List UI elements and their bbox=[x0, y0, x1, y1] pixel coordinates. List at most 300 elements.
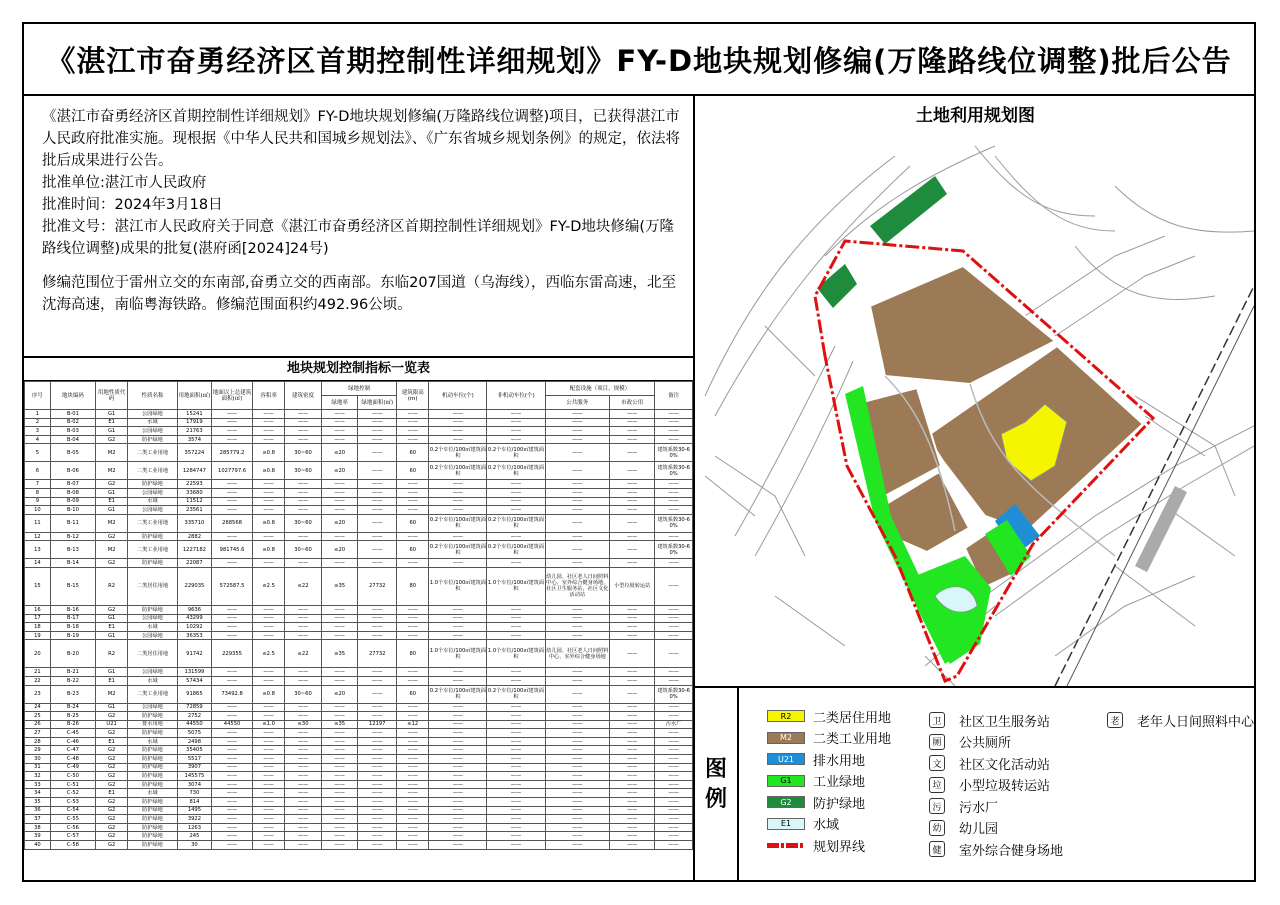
legend-landuse-name: 二类居住用地 bbox=[813, 710, 892, 726]
table-cell: —— bbox=[397, 435, 429, 444]
table-cell: 9 bbox=[25, 497, 51, 506]
table-cell: —— bbox=[252, 497, 284, 506]
table-cell: —— bbox=[397, 746, 429, 755]
table-cell: —— bbox=[285, 729, 322, 738]
table-cell: ≤20 bbox=[321, 685, 358, 703]
table-cell: —— bbox=[321, 435, 358, 444]
table-cell: G2 bbox=[95, 605, 127, 614]
table-cell: 防护绿地 bbox=[128, 832, 177, 841]
table-cell: —— bbox=[655, 410, 693, 419]
table-cell: —— bbox=[397, 676, 429, 685]
table-cell: —— bbox=[397, 559, 429, 568]
table-cell: —— bbox=[252, 676, 284, 685]
table-cell: 57434 bbox=[177, 676, 211, 685]
table-cell: —— bbox=[610, 685, 655, 703]
table-cell: —— bbox=[487, 497, 545, 506]
table-cell: 30 bbox=[177, 841, 211, 850]
table-cell: ≤20 bbox=[321, 462, 358, 480]
table-cell: 131599 bbox=[177, 668, 211, 677]
table-cell: —— bbox=[212, 488, 253, 497]
table-cell: ≤20 bbox=[321, 541, 358, 559]
table-cell: C-48 bbox=[50, 755, 95, 764]
land-use-map bbox=[695, 136, 1256, 688]
table-cell: —— bbox=[212, 703, 253, 712]
table-cell: —— bbox=[487, 676, 545, 685]
table-cell: —— bbox=[212, 729, 253, 738]
table-cell: —— bbox=[285, 755, 322, 764]
table-cell: G2 bbox=[95, 823, 127, 832]
table-cell: —— bbox=[655, 798, 693, 807]
table-cell: —— bbox=[397, 631, 429, 640]
table-cell: —— bbox=[397, 772, 429, 781]
table-cell: ≥0.8 bbox=[252, 462, 284, 480]
table-cell: 35405 bbox=[177, 746, 211, 755]
facility-icon: 卫 bbox=[929, 712, 945, 728]
table-cell: —— bbox=[212, 780, 253, 789]
table-cell: —— bbox=[487, 737, 545, 746]
table-cell: —— bbox=[321, 712, 358, 721]
table-cell: —— bbox=[429, 418, 487, 427]
table-cell: —— bbox=[545, 514, 610, 532]
table-cell: —— bbox=[321, 497, 358, 506]
table-cell: C-50 bbox=[50, 772, 95, 781]
table-cell: —— bbox=[321, 703, 358, 712]
table-cell: 公园绿地 bbox=[128, 427, 177, 436]
table-row bbox=[25, 755, 693, 764]
table-row bbox=[25, 676, 693, 685]
table-cell: G1 bbox=[95, 614, 127, 623]
table-cell: —— bbox=[358, 668, 397, 677]
table-row bbox=[25, 823, 693, 832]
table-cell: 12 bbox=[25, 532, 51, 541]
table-cell: 34 bbox=[25, 789, 51, 798]
table-cell: —— bbox=[397, 815, 429, 824]
table-cell: —— bbox=[429, 789, 487, 798]
table-cell: —— bbox=[397, 506, 429, 515]
table-cell: —— bbox=[545, 720, 610, 729]
table-cell: —— bbox=[487, 480, 545, 489]
table-cell: —— bbox=[487, 841, 545, 850]
table-cell: —— bbox=[397, 668, 429, 677]
table-cell: —— bbox=[429, 720, 487, 729]
table-cell: —— bbox=[610, 746, 655, 755]
legend-landuse-item bbox=[767, 728, 891, 748]
table-cell: 幼儿园、社区老人日间照料中心、室外综合健身场地 bbox=[545, 640, 610, 668]
table-cell: 污水厂 bbox=[655, 720, 693, 729]
table-cell: 80 bbox=[397, 640, 429, 668]
table-cell: —— bbox=[429, 712, 487, 721]
table-cell: 229035 bbox=[177, 567, 211, 605]
legend-swatch: E1 bbox=[767, 818, 805, 830]
table-cell: B-08 bbox=[50, 488, 95, 497]
table-cell: —— bbox=[545, 772, 610, 781]
legend-landuse-name: 水域 bbox=[813, 818, 840, 833]
table-cell: —— bbox=[429, 410, 487, 419]
table-cell: —— bbox=[397, 823, 429, 832]
table-cell: —— bbox=[610, 631, 655, 640]
legend-swatch: M2 bbox=[767, 732, 805, 744]
table-row bbox=[25, 444, 693, 462]
table-cell: —— bbox=[252, 623, 284, 632]
table-cell: —— bbox=[610, 780, 655, 789]
elderly-care-icon: 老 bbox=[1107, 712, 1123, 728]
table-cell: —— bbox=[321, 780, 358, 789]
table-cell: —— bbox=[397, 480, 429, 489]
table-cell: —— bbox=[397, 832, 429, 841]
table-cell: 防护绿地 bbox=[128, 823, 177, 832]
table-cell: 15241 bbox=[177, 410, 211, 419]
table-cell: —— bbox=[487, 559, 545, 568]
table-cell: —— bbox=[610, 506, 655, 515]
table-cell: B-20 bbox=[50, 640, 95, 668]
legend-landuse-item bbox=[767, 792, 865, 812]
table-cell: ≤1.0 bbox=[252, 720, 284, 729]
table-cell: —— bbox=[285, 703, 322, 712]
table-cell: —— bbox=[252, 772, 284, 781]
table-cell: —— bbox=[212, 410, 253, 419]
table-cell: —— bbox=[252, 532, 284, 541]
table-cell: 22087 bbox=[177, 559, 211, 568]
table-cell: 36 bbox=[25, 806, 51, 815]
table-cell: —— bbox=[610, 444, 655, 462]
table-cell: 22593 bbox=[177, 480, 211, 489]
table-cell: —— bbox=[358, 737, 397, 746]
th-area: 用地面积(㎡) bbox=[177, 382, 211, 410]
table-cell: —— bbox=[321, 737, 358, 746]
table-cell: —— bbox=[545, 506, 610, 515]
table-cell: —— bbox=[655, 703, 693, 712]
table-cell: —— bbox=[212, 841, 253, 850]
table-row bbox=[25, 605, 693, 614]
table-cell: G1 bbox=[95, 668, 127, 677]
table-cell: C-53 bbox=[50, 798, 95, 807]
table-cell: —— bbox=[358, 798, 397, 807]
table-cell: —— bbox=[429, 832, 487, 841]
table-cell: G1 bbox=[95, 506, 127, 515]
table-cell: —— bbox=[252, 815, 284, 824]
table-cell: —— bbox=[358, 462, 397, 480]
table-cell: 1.0个车位/100㎡建筑面积 bbox=[487, 640, 545, 668]
table-cell: 3074 bbox=[177, 780, 211, 789]
table-cell: 21763 bbox=[177, 427, 211, 436]
table-cell: ≥0.8 bbox=[252, 685, 284, 703]
legend-landuse-name: 防护绿地 bbox=[813, 796, 866, 812]
table-cell: —— bbox=[397, 605, 429, 614]
table-cell: ≤22 bbox=[285, 640, 322, 668]
table-cell: 水域 bbox=[128, 418, 177, 427]
table-cell: 二类工业用地 bbox=[128, 685, 177, 703]
table-cell: —— bbox=[358, 605, 397, 614]
table-cell: —— bbox=[397, 737, 429, 746]
table-cell: —— bbox=[610, 514, 655, 532]
table-cell: —— bbox=[252, 841, 284, 850]
table-cell: —— bbox=[212, 823, 253, 832]
table-cell: —— bbox=[252, 703, 284, 712]
table-cell: 防护绿地 bbox=[128, 841, 177, 850]
table-cell: —— bbox=[321, 506, 358, 515]
table-cell: —— bbox=[212, 763, 253, 772]
legend-label bbox=[695, 688, 739, 882]
table-cell: 73492.8 bbox=[212, 685, 253, 703]
table-cell: 6 bbox=[25, 462, 51, 480]
table-cell: —— bbox=[487, 623, 545, 632]
table-cell: —— bbox=[655, 763, 693, 772]
table-cell: —— bbox=[655, 497, 693, 506]
table-cell: B-07 bbox=[50, 480, 95, 489]
table-cell: 27 bbox=[25, 729, 51, 738]
table-cell: —— bbox=[545, 444, 610, 462]
table-cell: 防护绿地 bbox=[128, 755, 177, 764]
table-cell: ≤20 bbox=[321, 514, 358, 532]
table-cell: C-54 bbox=[50, 806, 95, 815]
table-cell: —— bbox=[252, 737, 284, 746]
table-cell: 30~60 bbox=[285, 541, 322, 559]
table-cell: —— bbox=[655, 532, 693, 541]
table-row bbox=[25, 623, 693, 632]
table-row bbox=[25, 806, 693, 815]
table-cell: —— bbox=[285, 798, 322, 807]
table-cell: —— bbox=[285, 480, 322, 489]
table-cell: B-15 bbox=[50, 567, 95, 605]
table-cell: —— bbox=[545, 435, 610, 444]
table-cell: —— bbox=[429, 737, 487, 746]
table-cell: —— bbox=[429, 488, 487, 497]
table-cell: —— bbox=[545, 605, 610, 614]
table-cell: B-24 bbox=[50, 703, 95, 712]
table-cell: —— bbox=[429, 427, 487, 436]
right-panel bbox=[695, 96, 1256, 882]
table-cell: 0.2个车位/100㎡建筑面积 bbox=[429, 541, 487, 559]
table-cell: B-03 bbox=[50, 427, 95, 436]
table-cell: —— bbox=[285, 832, 322, 841]
table-cell: —— bbox=[545, 410, 610, 419]
table-cell: —— bbox=[545, 841, 610, 850]
table-cell: —— bbox=[212, 755, 253, 764]
table-cell: 24 bbox=[25, 703, 51, 712]
table-cell: —— bbox=[545, 806, 610, 815]
table-cell: —— bbox=[487, 435, 545, 444]
table-cell: 357224 bbox=[177, 444, 211, 462]
table-cell: —— bbox=[321, 614, 358, 623]
table-cell: 防护绿地 bbox=[128, 480, 177, 489]
legend-facility-name: 社区卫生服务站 bbox=[959, 714, 1051, 730]
table-cell: —— bbox=[429, 763, 487, 772]
th-gfa: 地面以上总建筑面积(㎡) bbox=[212, 382, 253, 410]
table-cell: 30~60 bbox=[285, 685, 322, 703]
table-row bbox=[25, 832, 693, 841]
table-row bbox=[25, 815, 693, 824]
table-cell: 814 bbox=[177, 798, 211, 807]
table-cell: B-22 bbox=[50, 676, 95, 685]
table-cell: 33680 bbox=[177, 488, 211, 497]
table-cell: —— bbox=[321, 841, 358, 850]
table-cell: —— bbox=[610, 480, 655, 489]
table-cell: 防护绿地 bbox=[128, 798, 177, 807]
table-cell: —— bbox=[212, 815, 253, 824]
table-cell: —— bbox=[655, 559, 693, 568]
table-cell: —— bbox=[358, 444, 397, 462]
table-cell: —— bbox=[655, 772, 693, 781]
table-cell: —— bbox=[321, 427, 358, 436]
th-public: 公共服务 bbox=[545, 396, 610, 410]
table-cell: 水域 bbox=[128, 737, 177, 746]
table-cell: 4 bbox=[25, 435, 51, 444]
map-title: 土地利用规划图 bbox=[916, 106, 1035, 126]
table-cell: —— bbox=[429, 676, 487, 685]
table-cell: G2 bbox=[95, 832, 127, 841]
table-cell: —— bbox=[610, 676, 655, 685]
table-cell: —— bbox=[610, 427, 655, 436]
table-cell: —— bbox=[252, 806, 284, 815]
table-cell: —— bbox=[397, 789, 429, 798]
facility-icon: 污 bbox=[929, 798, 945, 814]
table-row bbox=[25, 488, 693, 497]
table-cell: —— bbox=[545, 497, 610, 506]
table-cell: 29 bbox=[25, 746, 51, 755]
indicator-table-section bbox=[24, 358, 693, 882]
table-cell: —— bbox=[655, 605, 693, 614]
facility-icon: 垃 bbox=[929, 777, 945, 793]
table-cell: M2 bbox=[95, 541, 127, 559]
approval-doc: 批准文号：湛江市人民政府关于同意《湛江市奋勇经济区首期控制性详细规划》FY-D地块修编(万隆路线位调整)成果的批复(湛府函[2024]24号) bbox=[42, 219, 675, 257]
table-cell: ≤2.5 bbox=[252, 640, 284, 668]
table-cell: —— bbox=[358, 497, 397, 506]
page-title: 《湛江市奋勇经济区首期控制性详细规划》FY-D地块规划修编(万隆路线位调整)批后公告 bbox=[24, 24, 1254, 96]
table-cell: 72859 bbox=[177, 703, 211, 712]
table-cell: —— bbox=[285, 789, 322, 798]
table-cell: —— bbox=[429, 798, 487, 807]
table-cell: 建筑系数30-60% bbox=[655, 444, 693, 462]
table-cell: —— bbox=[487, 614, 545, 623]
legend-facility-name: 室外综合健身场地 bbox=[959, 843, 1064, 859]
table-cell: —— bbox=[358, 427, 397, 436]
table-cell: —— bbox=[429, 480, 487, 489]
table-cell: —— bbox=[655, 418, 693, 427]
table-cell: —— bbox=[212, 798, 253, 807]
table-cell: —— bbox=[487, 532, 545, 541]
table-cell: 防护绿地 bbox=[128, 780, 177, 789]
table-cell: —— bbox=[487, 631, 545, 640]
table-cell: —— bbox=[358, 841, 397, 850]
table-cell: 32 bbox=[25, 772, 51, 781]
table-cell: 2882 bbox=[177, 532, 211, 541]
table-cell: 公园绿地 bbox=[128, 506, 177, 515]
table-cell: —— bbox=[397, 755, 429, 764]
table-cell: —— bbox=[429, 703, 487, 712]
th-facility-group: 配套设施（项目、规模） bbox=[545, 382, 655, 396]
table-cell: C-51 bbox=[50, 780, 95, 789]
table-cell: —— bbox=[429, 668, 487, 677]
table-cell: 19 bbox=[25, 631, 51, 640]
table-cell: 36353 bbox=[177, 631, 211, 640]
table-cell: —— bbox=[285, 806, 322, 815]
table-cell: G1 bbox=[95, 427, 127, 436]
table-cell: 水域 bbox=[128, 789, 177, 798]
table-row bbox=[25, 703, 693, 712]
table-cell: —— bbox=[212, 832, 253, 841]
table-cell: —— bbox=[429, 729, 487, 738]
table-cell: —— bbox=[397, 410, 429, 419]
table-cell: —— bbox=[321, 631, 358, 640]
table-cell: —— bbox=[212, 668, 253, 677]
table-cell: —— bbox=[487, 427, 545, 436]
table-cell: 23 bbox=[25, 685, 51, 703]
table-cell: B-05 bbox=[50, 444, 95, 462]
table-cell: —— bbox=[487, 712, 545, 721]
table-cell: —— bbox=[610, 559, 655, 568]
table-cell: —— bbox=[397, 763, 429, 772]
table-cell: —— bbox=[610, 462, 655, 480]
table-cell: —— bbox=[252, 668, 284, 677]
table-cell: 44550 bbox=[177, 720, 211, 729]
th-far: 容积率 bbox=[252, 382, 284, 410]
table-cell: B-09 bbox=[50, 497, 95, 506]
table-cell: 229355 bbox=[212, 640, 253, 668]
th-remark: 备注 bbox=[655, 382, 693, 410]
table-cell: —— bbox=[429, 614, 487, 623]
table-cell: 981745.6 bbox=[212, 541, 253, 559]
table-cell: —— bbox=[545, 780, 610, 789]
table-cell: 5 bbox=[25, 444, 51, 462]
legend-landuse-name: 二类工业用地 bbox=[813, 732, 892, 747]
table-cell: 公园绿地 bbox=[128, 410, 177, 419]
table-cell: —— bbox=[545, 746, 610, 755]
table-cell: B-19 bbox=[50, 631, 95, 640]
table-cell: G2 bbox=[95, 772, 127, 781]
table-cell: 27732 bbox=[358, 567, 397, 605]
table-cell: —— bbox=[252, 631, 284, 640]
legend-label-1: 图 bbox=[704, 757, 727, 782]
table-cell: 11512 bbox=[177, 497, 211, 506]
table-cell: 公园绿地 bbox=[128, 614, 177, 623]
table-cell: —— bbox=[285, 780, 322, 789]
table-cell: —— bbox=[545, 462, 610, 480]
table-cell: 1027797.6 bbox=[212, 462, 253, 480]
table-cell: —— bbox=[545, 668, 610, 677]
table-cell: —— bbox=[397, 798, 429, 807]
table-cell: —— bbox=[321, 815, 358, 824]
table-cell: —— bbox=[212, 746, 253, 755]
table-cell: —— bbox=[321, 418, 358, 427]
table-cell: 20 bbox=[25, 640, 51, 668]
table-cell: B-02 bbox=[50, 418, 95, 427]
table-cell: —— bbox=[610, 720, 655, 729]
table-cell: 1227182 bbox=[177, 541, 211, 559]
table-cell: —— bbox=[252, 729, 284, 738]
table-cell: —— bbox=[429, 497, 487, 506]
table-cell: 17 bbox=[25, 614, 51, 623]
table-cell: —— bbox=[655, 506, 693, 515]
table-cell: 18 bbox=[25, 623, 51, 632]
table-row bbox=[25, 712, 693, 721]
table-cell: —— bbox=[285, 712, 322, 721]
table-cell: —— bbox=[285, 497, 322, 506]
table-cell: 幼儿园、社区老人日间照料中心、室外综合健身场地、社区卫生服务站、社区文化活动站 bbox=[545, 567, 610, 605]
table-cell: —— bbox=[610, 755, 655, 764]
legend-facility-name: 小型垃圾转运站 bbox=[959, 779, 1051, 794]
table-cell: 1263 bbox=[177, 823, 211, 832]
table-row bbox=[25, 685, 693, 703]
table-cell: 11 bbox=[25, 514, 51, 532]
table-cell: 3574 bbox=[177, 435, 211, 444]
table-cell: E1 bbox=[95, 623, 127, 632]
table-cell: —— bbox=[655, 789, 693, 798]
table-row bbox=[25, 435, 693, 444]
legend-facility-name: 污水厂 bbox=[959, 800, 999, 816]
table-row bbox=[25, 772, 693, 781]
table-cell: —— bbox=[358, 763, 397, 772]
table-cell: —— bbox=[321, 480, 358, 489]
